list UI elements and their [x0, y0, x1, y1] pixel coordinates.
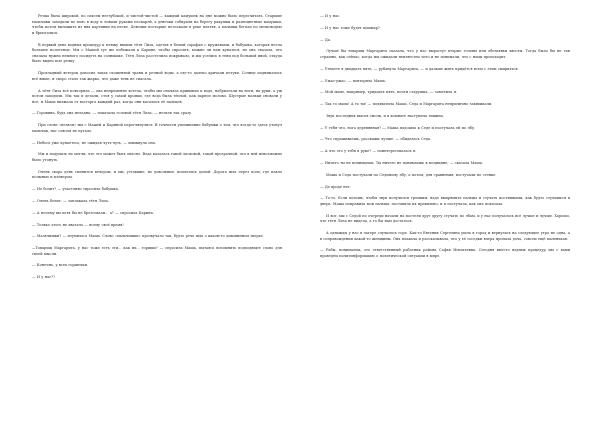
paragraph: В первый день водных процедур к пляжу вышли тётя Лиза, одетая в белый сарафан с кружевами, и бабушка, которая несла большое полотенце. Мы с Машей тут же побежали к Карине, чтобы спросить, можно ли нам купаться, но она сказала, что сначала нужно немного посидеть на солнышке. Тётя Лиза расстелила покрывало, и мы уселись в тени под большой ивой, откуда было видно всю речку. — [32, 42, 282, 64]
paragraph: — Очень болит, — заплакала тётя Лиза. — [32, 198, 109, 203]
paragraph: Очень скоро день сменился вечером, и мы, уставшие, но довольные, поплелись домой. Дорога шла через поле, где пахло полынью и клевером. — [32, 169, 282, 180]
paragraph: — А что это у тебя в руке? — поинтересовалась я. — [320, 149, 417, 154]
paragraph: — Ужас-ужас, — повторяла Маша. — [320, 78, 386, 83]
paragraph: — Не болит? — участливо спросила бабушка. — [32, 187, 119, 192]
paragraph: — Мой маме, например, тридцать пять, почти старушка, — заметила я. — [320, 90, 458, 95]
paragraph: Речка была широкой, по сихсем неглубокой, и чистой-чистой — каждый камушек на дне можно было пересчитать. Старшие мальчики заходили по пояс в воду и ловили руками пескарей, а девочки собирали на берегу ракушки и разноцветные камушки, чтобы потом выложить из них картинки на песке. Девочки постарше полоскали в реке платья, а малыши бегали по мелководью и брызгались. — [32, 14, 282, 35]
paragraph: — Рабы, понимаешь, это ответственный работник района Софья Игнатьевна. Сегодня вместо водных процедур мы с вами проведём политинформацию о политической ситуации в мире. — [320, 248, 570, 259]
paragraph: — Да. — [320, 37, 331, 42]
paragraph: Лучше бы товарищ Маргарита сказала, что у нас вырастут вторые головы или обезьяньи хвосты. Тогда было бы не так страшно, как сейчас, когда мы ожидали неизвестно чего и не понимали, что с нами происходит. — [320, 49, 570, 59]
paragraph: Прохладный ветерок доносил запах скошенной травы и речной воды, а где-то далеко кричали петухи. Солнце поднималось всё выше, и скоро стало так жарко, что даже тень не спасала. — [32, 71, 282, 81]
right-page — [300, 0, 600, 424]
paragraph: А однажды у нас в лагере случилось горе. Как-то Евгения Сергеевна ушла в город и вернулась на следующее утро не одна, а в сопровождении какой-то женщины. Она плакала и рассказывала, что у её соседки вчера пропала дочь, совсем ещё маленькая. — [320, 231, 570, 241]
paragraph: — И у нас?? — [32, 275, 55, 280]
paragraph: — И у нас тоже будет кошмар? — [320, 25, 380, 30]
paragraph: — Узнаете в двадцать пять, — рубанула Маргарита, — и дальше жить придётся всем с этим смириться. — [320, 66, 519, 71]
paragraph: Звук последних шагов смолк, и в комнате наступила тишина. — [326, 113, 444, 118]
paragraph: Мы и подумать не могли, что это может быть опасно. Вода казалась такой ласковой, такой прозрачной, что в ней невозможно было утонуть. — [32, 152, 282, 162]
paragraph: — Что спрашиваешь, расскажи лучше, — обиделась Седа. — [320, 137, 432, 142]
paragraph: — Небось уже купаетесь, не ожидая чуть-чуть, — хмыкнула она. — [32, 140, 156, 145]
paragraph: — И у нас. — [320, 14, 341, 18]
paragraph: — Горовина, будь она неладна, — покачала головой тётя Лиза, — нельзя так сразу. — [32, 111, 193, 116]
paragraph: И вот, мы с Седой по очереди начали на постели друг другу стучать по лбам, и у нас получалось всё лучше и лучше. Хорошо, что тётя Лиза не видела, а то бы нам досталось. — [320, 213, 570, 224]
paragraph: — До вроде нет. — [320, 184, 351, 189]
paragraph: — Мальчишки? — изумилась Маша. Слово «мальчишки» прозвучало так, будто речь шла о каком-то диковинном зверье. — [32, 234, 264, 239]
paragraph: — То-то. Если хочешь, чтобы звук получился громким, надо выпрямить пальцы и стучать костяшками, как будто стучишься в дверь. Маша поправила мои пальцы, поставила их правильно, и я постучала, как она показала. — [320, 196, 570, 206]
paragraph: — Ничего ты не понимаешь. Ты ничего не понимаешь в медицине, — сказала Маша. — [320, 160, 483, 165]
paragraph: — Так то мама! А то ты! — подхватила Маша. Седа и Маргарита неприлично захихикали. — [320, 102, 493, 107]
paragraph: — Только этого не хватало — всему своё время! — [32, 222, 124, 227]
paragraph: Маша и Седа постучали по Сединому лбу, а потом, для сравнения, постучали по стенке. — [326, 172, 497, 177]
paragraph: — А почему вы хотя бы не брезговали... а? — спросила Карина. — [32, 210, 154, 215]
paragraph: —Товарищ Маргарита, у нас тоже есть эти... как их... горшки? — спросила Маша, пытаясь вспомнить подходящее слово для своей мысли. — [32, 246, 282, 256]
paragraph: — У тебя что, нога деревянная? — Маша подошла к Седе и постучала ей по лбу. — [320, 125, 476, 130]
paragraph: А тётя Лиза всё повторяла — она непременно хотела, чтобы мы сначала привыкли к воде, побрызгали на ноги, на руки, а уж потом заходили. Мы так и делали, стоя у самой кромки, где вода была тёплой, как парное молоко. Шустрые мальки сновали у ног, и Маша визжала от восторга каждый раз, когда они касались её пальцев. — [32, 88, 282, 104]
paragraph: — Конечно, у всех горшечки. — [32, 263, 89, 268]
paragraph: При слове «нельзя» мы с Машей и Кариной переглянулись. В точности упоминание бабушки о том, что когда-то здесь утонул мальчик, нас совсем не пугало. — [32, 123, 282, 133]
